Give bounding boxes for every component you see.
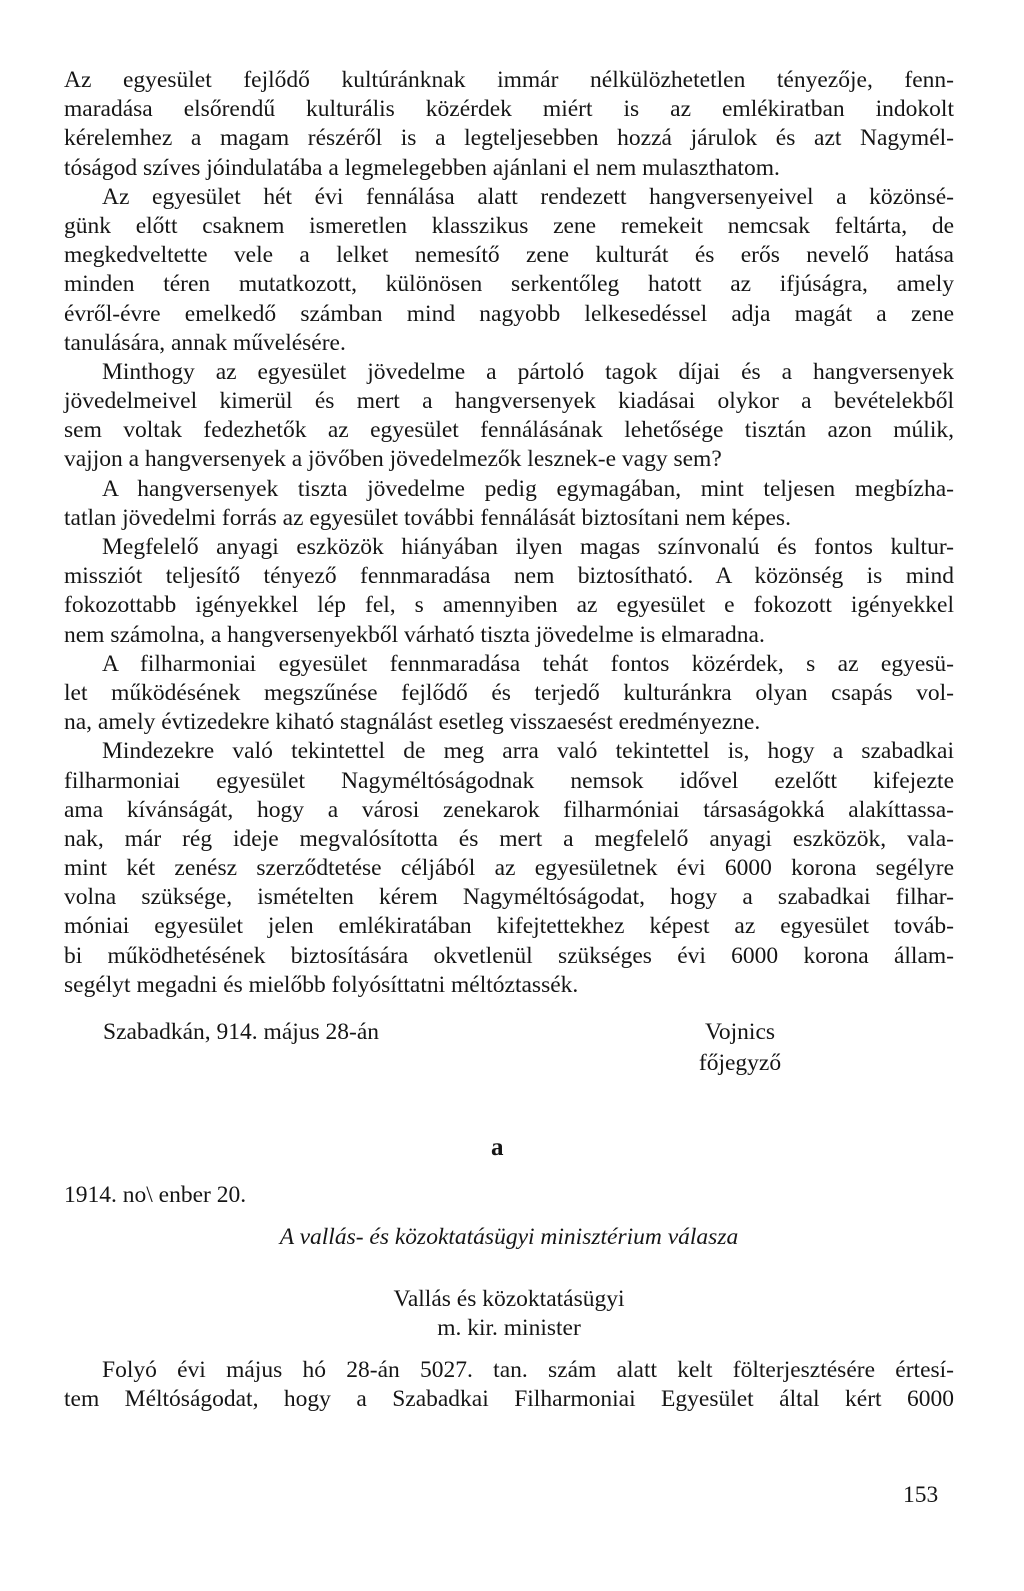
text-line: vajjon a hangversenyek a jövőben jövedelmezők lesznek-e vagy sem?	[64, 446, 722, 473]
text-line: filharmoniai egyesület Nagyméltóságodnak nemsok idővel ezelőtt kifejezte	[64, 767, 954, 794]
page-number: 153	[903, 1482, 939, 1508]
text-line: tóságod szíves jóindulatába a legmelegebben ajánlani el nem mulaszthatom.	[64, 154, 780, 181]
section-letter: a	[491, 1134, 504, 1161]
text-line: nak, már rég ideje megvalósította és mert a megfelelő anyagi eszközök, vala-	[64, 825, 954, 852]
text-line: maradása elsőrendű kulturális közérdek miért is az emlékiratban indokolt	[64, 96, 954, 123]
text-line: fokozottabb igényekkel lép fel, s amennyiben az egyesület e fokozott igényekkel	[64, 592, 954, 619]
letter-body	[64, 66, 954, 1000]
text-line: let működésének megszűnése fejlődő és terjedő kulturánkra olyan csapás vol-	[64, 679, 954, 706]
section-title: A vallás- és közoktatásügyi minisztérium válasza	[279, 1224, 739, 1250]
text-line: Minthogy az egyesület jövedelme a pártoló tagok díjai és a hangversenyek	[102, 358, 954, 385]
text-line: A hangversenyek tiszta jövedelme pedig egymagában, mint teljesen megbízha-	[102, 475, 954, 502]
text-line: bi működhetésének biztosítására okvetlenül szükséges évi 6000 korona állam-	[64, 942, 954, 969]
text-line: nem számolna, a hangversenyekből várható tiszta jövedelme is elmaradna.	[64, 621, 765, 648]
text-line: volna szüksége, ismételten kérem Nagyméltóságodat, hogy a szabadkai filhar-	[64, 884, 954, 911]
text-line: Mindezekre való tekintettel de meg arra való tekintettel is, hogy a szabadkai	[102, 738, 954, 765]
sender-line-2: m. kir. minister	[437, 1315, 581, 1341]
text-line: Megfelelő anyagi eszközök hiányában ilyen magas színvonalú és fontos kultur-	[102, 534, 954, 560]
text-line: jövedelmeivel kimerül és mert a hangversenyek kiadásai olykor a bevételekből	[64, 388, 954, 415]
text-line: évről-évre emelkedő számban mind nagyobb lelkesedéssel adja magát a zene	[64, 300, 954, 327]
text-line: na, amely évtizedekre kiható stagnálást esetleg visszaesést eredményezne.	[64, 709, 761, 736]
text-line: kérelemhez a magam részéről is a legteljesebben hozzá járulok és azt Nagymél-	[64, 125, 954, 152]
signature-name: Vojnics	[704, 1019, 776, 1045]
text-line: segélyt megadni és mielőbb folyósíttatni méltóztassék.	[64, 971, 579, 998]
text-line: Az egyesület hét évi fennálása alatt rendezett hangversenyeivel a közönsé-	[102, 183, 954, 210]
text-line: mint két zenész szerződtetése céljából az egyesületnek évi 6000 korona segélyre	[64, 855, 954, 882]
text-line: megkedveltette vele a lelket nemesítő zene kulturát és erős nevelő hatása	[64, 242, 954, 269]
sender-line-1: Vallás és közoktatásügyi	[393, 1286, 625, 1312]
place-date: Szabadkán, 914. május 28-án	[103, 1019, 380, 1045]
text-line: tatlan jövedelmi forrás az egyesület további fennálását biztosítani nem képes.	[64, 504, 791, 531]
text-line: günk előtt csaknem ismeretlen klasszikus zene remekeit nemcsak feltárta, de	[64, 212, 954, 239]
text-line: missziót teljesítő tényező fennmaradása nem biztosítható. A közönség is mind	[64, 563, 954, 590]
text-line: móniai egyesület jelen emlékiratában kifejtettekhez képest az egyesület továb-	[64, 913, 954, 940]
text-line: tem Méltóságodat, hogy a Szabadkai Filharmoniai Egyesület által kért 6000	[64, 1386, 954, 1413]
second-date: 1914. no\ enber 20.	[64, 1182, 247, 1208]
text-line: Az egyesület fejlődő kultúránknak immár nélkülözhetetlen tényezője, fenn-	[64, 67, 954, 93]
text-line: A filharmoniai egyesület fennmaradása tehát fontos közérdek, s az egyesü-	[102, 650, 954, 677]
text-line: Folyó évi május hó 28-án 5027. tan. szám alatt kelt fölterjesztésére értesí-	[102, 1357, 954, 1383]
reply-body	[64, 1356, 954, 1414]
text-line: tanulására, annak művelésére.	[64, 329, 346, 356]
text-line: sem voltak fedezhetők az egyesület fennálásának lehetősége tisztán azon múlik,	[64, 417, 954, 444]
text-line: minden téren mutatkozott, különösen serkentőleg hatott az ifjúságra, amely	[64, 271, 954, 298]
signature-title: főjegyző	[698, 1050, 782, 1076]
text-line: ama kívánságát, hogy a városi zenekarok filharmóniai társaságokká alakíttassa-	[64, 796, 954, 823]
